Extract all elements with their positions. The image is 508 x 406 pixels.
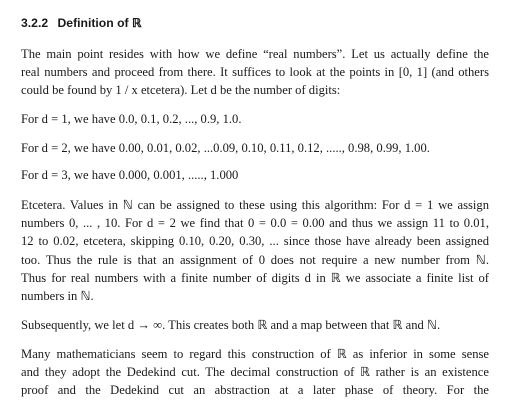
paragraph-line: Subsequently, we let d → ∞. This creates both ℝ and a map between that ℝ and ℕ.: [21, 318, 441, 332]
paragraph-line: For d = 3, we have 0.000, 0.001, ....., 1.000: [21, 168, 239, 182]
paragraph-line: 12 to 0.02, etcetera, skipping 0.10, 0.20, 0.30, ... since those have already been assigned: [21, 234, 489, 249]
paragraph-line: Many mathematicians seem to regard this construction of ℝ as inferior in some sense: [21, 347, 489, 361]
paragraph-line: numbers 0, ... , 10. For d = 2 we find that 0 = 0.0 = 0.00 and thus we assign 11 to 0.01,: [21, 216, 489, 231]
paragraph-line: too. Thus the rule is that an assignment of 0 does not require a new number from ℕ.: [21, 252, 489, 267]
paragraph-line: could be found by 1 / x etcetera). Let d be the number of digits:: [21, 83, 341, 98]
paragraph-intro: [21, 45, 489, 100]
paragraph-d1: [21, 110, 489, 128]
paragraph-line: For d = 2, we have 0.00, 0.01, 0.02, ...0.09, 0.10, 0.11, 0.12, ....., 0.98, 0.99, 1.00.: [21, 141, 430, 155]
paragraph-d2: [21, 139, 489, 157]
paragraph-line: Etcetera. Values in ℕ can be assigned to these using this algorithm: For d = 1 we assign: [21, 198, 489, 212]
paragraph-line: real numbers and proceed from there. It suffices to look at the points in [0, 1] (and others: [21, 65, 489, 80]
paragraph-line: The main point resides with how we define “real numbers”. Let us actually define the: [21, 47, 489, 61]
paragraph-line: Thus for real numbers with a finite number of digits d in ℝ we associate a finite list of: [21, 270, 489, 285]
paragraph-etcetera: [21, 196, 489, 305]
paragraph-d3: [21, 166, 489, 184]
section-heading: [21, 16, 142, 30]
paragraph-line: proof and the Dedekind cut an abstraction at a later phase of theory. For the: [21, 383, 489, 398]
section-title: Definition of ℝ: [57, 16, 142, 30]
paragraph-line: numbers in ℕ.: [21, 288, 94, 303]
paragraph-line: For d = 1, we have 0.0, 0.1, 0.2, ..., 0.9, 1.0.: [21, 112, 242, 126]
paragraph-mathematicians: [21, 345, 489, 400]
paragraph-subsequently: [21, 316, 489, 334]
paragraph-line: and they adopt the Dedekind cut. The decimal construction of ℝ rather is an existence: [21, 365, 489, 380]
section-number: 3.2.2: [21, 16, 49, 30]
